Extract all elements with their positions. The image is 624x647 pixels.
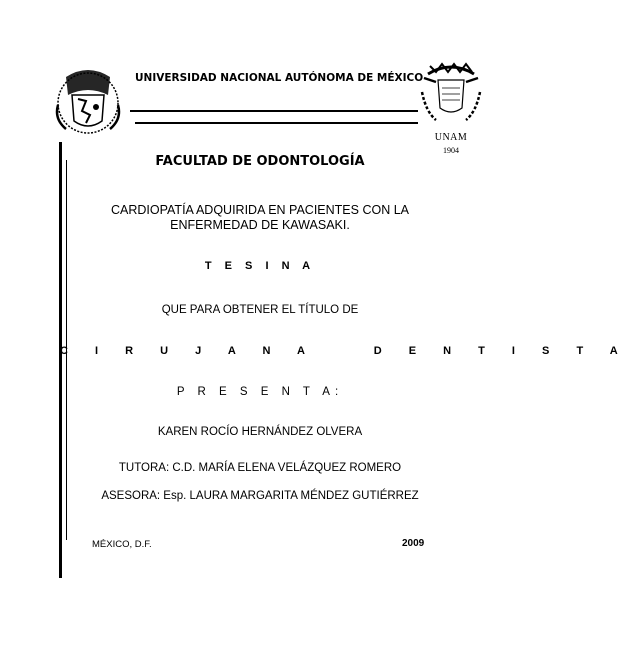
- document-type: T E S I N A: [204, 260, 316, 272]
- header-rule-top: [130, 110, 418, 112]
- tutor-name: TUTORA: C.D. MARÍA ELENA VELÁZQUEZ ROMERO: [118, 462, 402, 474]
- thesis-title-line-2: ENFERMEDAD DE KAWASAKI.: [170, 218, 350, 232]
- odontologia-shield-icon: [420, 62, 482, 130]
- header-rule-bottom: [135, 122, 418, 124]
- logo-unam-label: UNAM: [434, 132, 468, 143]
- logo-year-label: 1904: [443, 146, 459, 155]
- place-label: MÉXICO, D.F.: [92, 539, 152, 550]
- degree-title: C I R U J A N A D E N T I S T A: [60, 345, 624, 357]
- faculty-name: FACULTAD DE ODONTOLOGÍA: [155, 154, 365, 169]
- unam-shield-icon: [52, 65, 124, 137]
- presents-label: P R E S E N T A:: [176, 386, 344, 398]
- author-name: KAREN ROCÍO HERNÁNDEZ OLVERA: [157, 426, 363, 438]
- university-name: UNIVERSIDAD NACIONAL AUTÓNOMA DE MÉXICO: [135, 72, 424, 84]
- advisor-name: ASESORA: Esp. LAURA MARGARITA MÉNDEZ GUTIÉRREZ: [101, 490, 419, 502]
- degree-purpose: QUE PARA OBTENER EL TÍTULO DE: [161, 304, 359, 316]
- thesis-title: [60, 203, 460, 233]
- year-label: 2009: [402, 538, 425, 549]
- thesis-title-line-1: CARDIOPATÍA ADQUIRIDA EN PACIENTES CON LA: [111, 203, 409, 217]
